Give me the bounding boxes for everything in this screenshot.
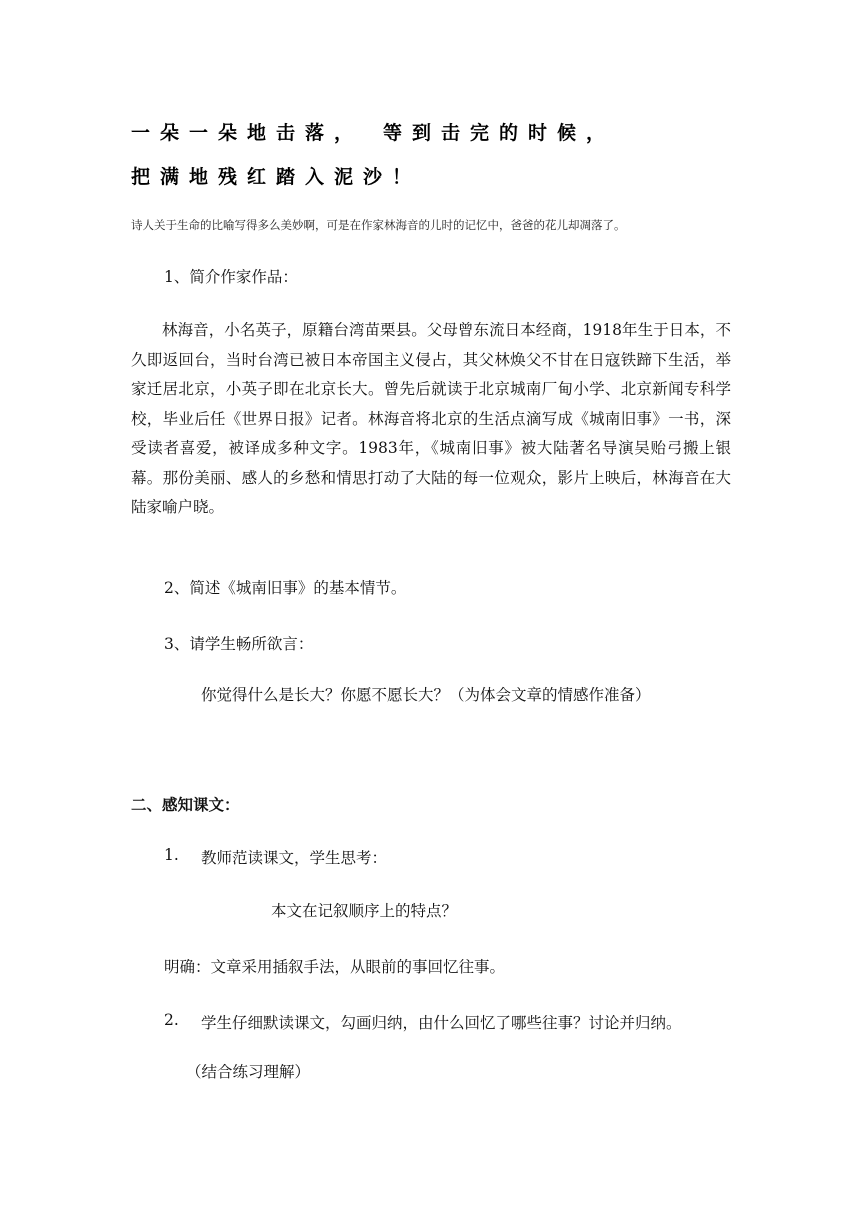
answer-sequence: 明确：文章采用插叙手法，从眼前的事回忆往事。: [164, 958, 506, 976]
author-intro-paragraph: 林海音，小名英子，原籍台湾苗栗县。父母曾东流日本经商，1918年生于日本，不久即返回台，当时台湾已被日本帝国主义侵占，其父林焕父不甘在日寇铁蹄下生活，举家迁居北京，小英子即在北京长大。曾先后就读于北京城南厂甸小学、北京新闻专科学校，毕业后任《世界日报》记者。林海音将北京的生活点滴写成《城南旧事》一书，深受读者喜爱，被译成多种文字。1983年，《城南旧事》被大陆著名导演吴贻弓搬上银幕。那份美丽、感人的乡愁和情思打动了大陆的每一位观众，影片上映后，林海音在大陆家喻户晓。: [131, 321, 731, 516]
item3-heading: 3、请学生畅所欲言：: [164, 635, 314, 653]
item1-heading: 1、简介作家作品：: [164, 268, 298, 286]
discussion-question: 你觉得什么是长大？你愿不愿长大？（为体会文章的情感作准备）: [201, 686, 651, 704]
exercise-note: （结合练习理解）: [186, 1063, 311, 1081]
poem-line-2: 把满地残红踏入泥沙！: [131, 166, 422, 188]
step1-number: 1.: [164, 846, 179, 864]
question-sequence: 本文在记叙顺序上的特点？: [271, 902, 458, 920]
intro-note: 诗人关于生命的比喻写得多么美妙啊，可是在作家林海音的儿时的记忆中，爸爸的花儿却凋落了。: [131, 218, 626, 232]
poem-line-1b: 等到击完的时候，: [383, 122, 616, 144]
step2-number: 2.: [164, 1011, 179, 1029]
poem-line-1a: 一朵一朵地击落，: [131, 122, 364, 144]
step1-text: 教师范读课文，学生思考：: [201, 849, 388, 867]
section2-title: 二、感知课文：: [131, 795, 240, 814]
step2-text: 学生仔细默读课文，勾画归纳，由什么回忆了哪些往事？讨论并归纳。: [201, 1014, 682, 1032]
item2-heading: 2、简述《城南旧事》的基本情节。: [164, 579, 407, 597]
